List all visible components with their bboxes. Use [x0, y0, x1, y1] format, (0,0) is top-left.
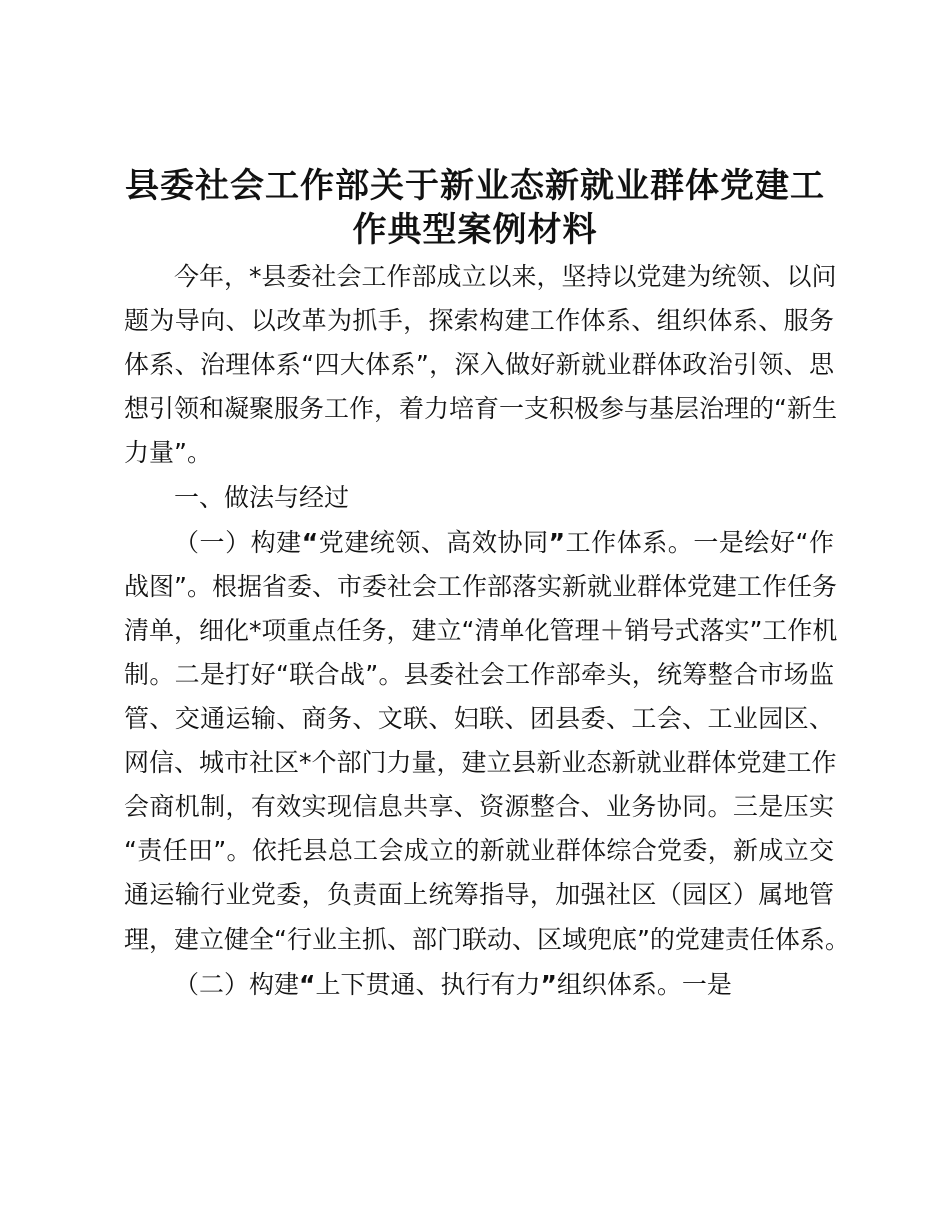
section2-first-line-rest: 组织体系。一是: [556, 970, 732, 999]
intro-line-1: 今年，*县委社会工作部成立以来，坚持以党建为统领、以问: [174, 262, 837, 291]
section1-line-9: 通运输行业党委，负责面上统筹指导，加强社区（园区）属地管: [124, 880, 834, 909]
intro-line-2: 题为导向、以改革为抓手，探索构建工作体系、组织体系、服务: [124, 306, 834, 335]
document-title-line-2: 作典型案例材料: [352, 210, 598, 250]
section2-subtitle: 上下贯通、执行有力: [315, 970, 541, 999]
section1-quote-open: “: [301, 528, 319, 557]
section2-prefix: （二）构建: [174, 970, 300, 999]
section1-line-4: 制。二是打好“联合战”。县委社会工作部牵头，统筹整合市场监: [124, 660, 834, 689]
section1-line-2: 战图”。根据省委、市委社会工作部落实新就业群体党建工作任务: [124, 572, 837, 601]
section2-quote-open: “: [299, 970, 316, 999]
section1-line-7: 会商机制，有效实现信息共享、资源整合、业务协同。三是压实: [124, 792, 834, 821]
intro-line-3: 体系、治理体系“四大体系”，深入做好新就业群体政治引领、思: [124, 350, 834, 379]
section-heading-1: 一、做法与经过: [174, 483, 350, 512]
section2-quote-close: ”: [540, 970, 557, 999]
document-title-line-1: 县委社会工作部关于新业态新就业群体党建工: [125, 166, 825, 206]
section1-first-line-rest: 工作体系。一是绘好“作: [565, 528, 834, 557]
section1-line-10: 理，建立健全“行业主抓、部门联动、区域兜底”的党建责任体系。: [124, 925, 850, 954]
section1-quote-close: ”: [548, 528, 566, 557]
section1-prefix: （一）构建: [174, 528, 302, 557]
section1-line-5: 管、交通运输、商务、文联、妇联、团县委、工会、工业园区、: [124, 704, 834, 733]
intro-line-5: 力量”。: [124, 438, 212, 467]
section1-line-3: 清单，细化*项重点任务，建立“清单化管理＋销号式落实”工作机: [124, 616, 838, 645]
section1-line-6: 网信、城市社区*个部门力量，建立县新业态新就业群体党建工作: [124, 748, 837, 777]
section1-first-line: [174, 528, 834, 558]
section2-first-line: [174, 970, 732, 1000]
intro-line-4: 想引领和凝聚服务工作，着力培育一支积极参与基层治理的“新生: [124, 394, 837, 423]
section1-subtitle: 党建统领、高效协同: [318, 528, 549, 557]
section1-line-8: “责任田”。依托县总工会成立的新就业群体综合党委，新成立交: [124, 836, 834, 865]
